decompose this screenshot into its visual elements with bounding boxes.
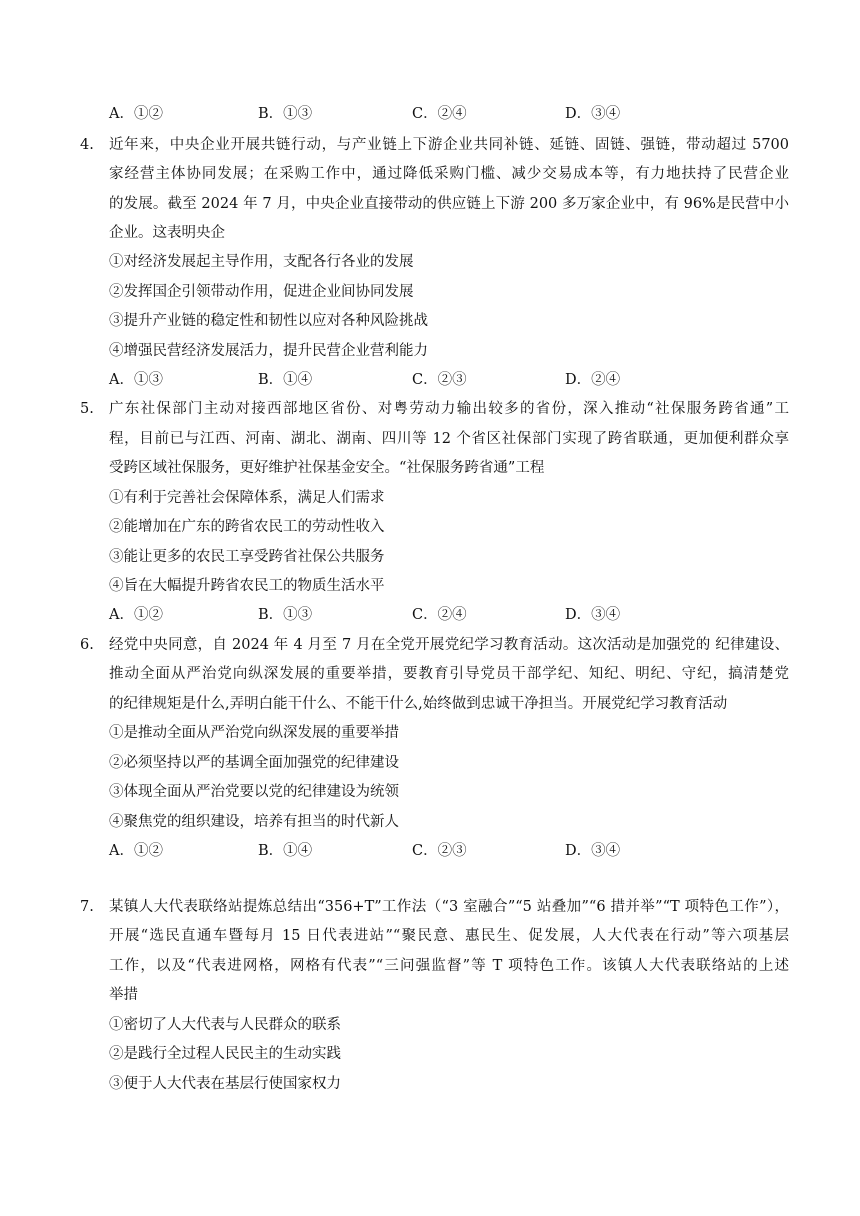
q5-option-a[interactable]: A．①② [109,607,163,623]
q6-statement-1: ①是推动全面从严治党向纵深发展的重要举措 [109,725,399,741]
q7-stem-line-3: 工作，以及“代表进网格，网格有代表”“三问强监督”等 T 项特色工作。该镇人大代表联络站的上述 [109,958,789,974]
q5-statement-2: ②能增加在广东的跨省农民工的劳动性收入 [109,519,385,535]
q7-statement-2: ②是践行全过程人民民主的生动实践 [109,1046,341,1062]
q5-statement-1: ①有利于完善社会保障体系，满足人们需求 [109,490,385,506]
q4-statement-1: ①对经济发展起主导作用，支配各行各业的发展 [109,254,414,270]
q6-number: 6. [80,637,94,653]
q6-option-c[interactable]: C．②③ [412,843,467,859]
q6-option-b[interactable]: B．①④ [258,843,313,859]
q5-statement-3: ③能让更多的农民工享受跨省社保公共服务 [109,549,385,565]
q4-option-d[interactable]: D．②④ [565,372,621,388]
q3-option-b[interactable]: B．①③ [258,106,313,122]
q4-stem-line-3: 的发展。截至 2024 年 7 月，中央企业直接带动的供应链上下游 200 多万家企业中，有 96%是民营中小 [109,196,789,212]
q5-option-c[interactable]: C．②④ [412,607,467,623]
q5-stem-line-1: 广东社保部门主动对接西部地区省份、对粤劳动力输出较多的省份，深入推动“社保服务跨省通”工 [109,401,789,417]
q6-stem-line-2: 推动全面从严治党向纵深发展的重要举措，要教育引导党员干部学纪、知纪、明纪、守纪，搞清楚党 [109,666,789,682]
q4-stem-line-4: 企业。这表明央企 [109,225,225,241]
q3-option-d[interactable]: D．③④ [565,106,621,122]
q4-option-c[interactable]: C．②③ [412,372,467,388]
q6-statement-4: ④聚焦党的组织建设，培养有担当的时代新人 [109,814,399,830]
q6-statement-3: ③体现全面从严治党要以党的纪律建设为统领 [109,784,399,800]
q5-stem-line-3: 受跨区域社保服务，更好维护社保基金安全。“社保服务跨省通”工程 [109,460,545,476]
q7-number: 7. [80,899,94,915]
q4-number: 4. [80,137,94,153]
q7-stem-line-1: 某镇人大代表联络站提炼总结出“356+T”工作法（“3 室融合”“5 站叠加”“6 措并举”“T 项特色工作”）， [109,899,789,915]
q7-statement-3: ③便于人大代表在基层行使国家权力 [109,1076,341,1092]
q6-stem-line-3: 的纪律规矩是什么,弄明白能干什么、不能干什么,始终做到忠诚干净担当。开展党纪学习教育活动 [109,696,728,712]
q5-option-d[interactable]: D．③④ [565,607,621,623]
q4-stem-line-1: 近年来，中央企业开展共链行动，与产业链上下游企业共同补链、延链、固链、强链，带动超过 5700 [109,137,789,153]
q4-option-a[interactable]: A．①③ [109,372,163,388]
q3-option-a[interactable]: A．①② [109,106,163,122]
q4-option-b[interactable]: B．①④ [258,372,313,388]
q4-statement-3: ③提升产业链的稳定性和韧性以应对各种风险挑战 [109,313,428,329]
q4-statement-4: ④增强民营经济发展活力，提升民营企业营利能力 [109,343,428,359]
q5-stem-line-2: 程，目前已与江西、河南、湖北、湖南、四川等 12 个省区社保部门实现了跨省联通，更加便利群众享 [109,431,789,447]
q6-stem-line-1: 经党中央同意，自 2024 年 4 月至 7 月在全党开展党纪学习教育活动。这次活动是加强党的 纪律建设、 [109,637,789,653]
q3-option-c[interactable]: C．②④ [412,106,467,122]
q7-stem-line-4: 举措 [109,987,138,1003]
q6-option-d[interactable]: D．③④ [565,843,621,859]
q4-statement-2: ②发挥国企引领带动作用，促进企业间协同发展 [109,284,414,300]
q5-statement-4: ④旨在大幅提升跨省农民工的物质生活水平 [109,578,385,594]
q4-stem-line-2: 家经营主体协同发展；在采购工作中，通过降低采购门槛、减少交易成本等，有力地扶持了民营企业 [109,166,789,182]
q7-stem-line-2: 开展“选民直通车暨每月 15 日代表进站”“聚民意、惠民生、促发展，人大代表在行动”等六项基层 [109,928,789,944]
q5-number: 5. [80,401,94,417]
q7-statement-1: ①密切了人大代表与人民群众的联系 [109,1017,341,1033]
q6-statement-2: ②必须坚持以严的基调全面加强党的纪律建设 [109,755,399,771]
q5-option-b[interactable]: B．①③ [258,607,313,623]
q6-option-a[interactable]: A．①② [109,843,163,859]
